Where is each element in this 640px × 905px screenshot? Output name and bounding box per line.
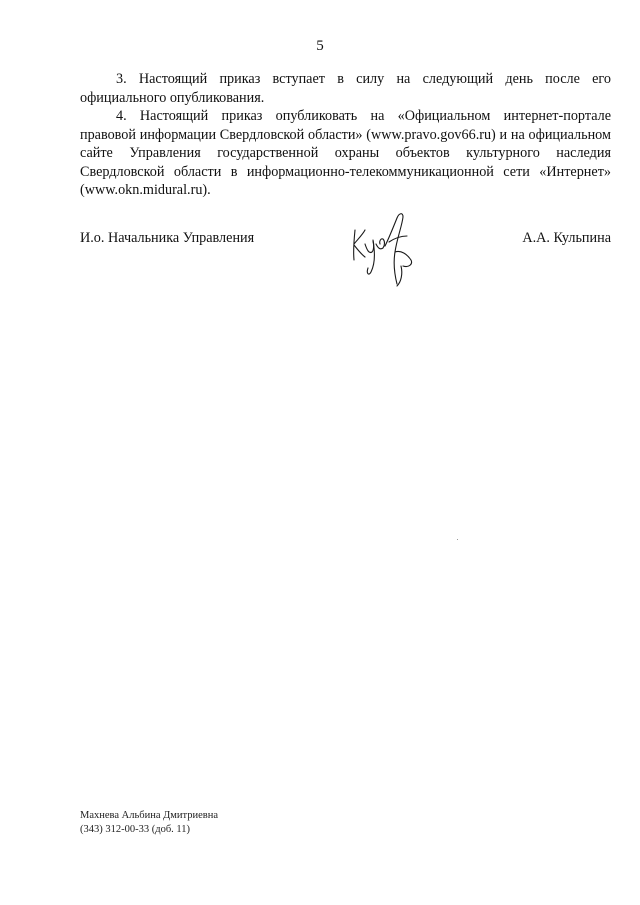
executor-info xyxy=(80,809,218,837)
executor-phone: (343) 312-00-33 (доб. 11) xyxy=(80,824,191,835)
executor-name: Махнева Альбина Дмитриевна xyxy=(80,810,219,821)
scan-speck xyxy=(457,539,458,540)
paragraph-4: 4. Настоящий приказ опубликовать на «Официальном интернет-портале правовой информации Свердловской области» (www.pravo.gov66.ru) и на официальном сайте Управления государственной охраны объектов культурного наследия Свердловской области в информационно-телекоммуникационной сети «Интернет» (www.okn.midural.ru). xyxy=(80,108,611,198)
order-text xyxy=(80,70,611,200)
signer-name: А.А. Кульпина xyxy=(522,230,611,246)
signer-title: И.о. Начальника Управления xyxy=(80,230,255,246)
handwritten-signature xyxy=(345,208,425,290)
paragraph-3: 3. Настоящий приказ вступает в силу на следующий день после его официального опубликования. xyxy=(80,71,611,106)
page-number: 5 xyxy=(316,38,324,54)
